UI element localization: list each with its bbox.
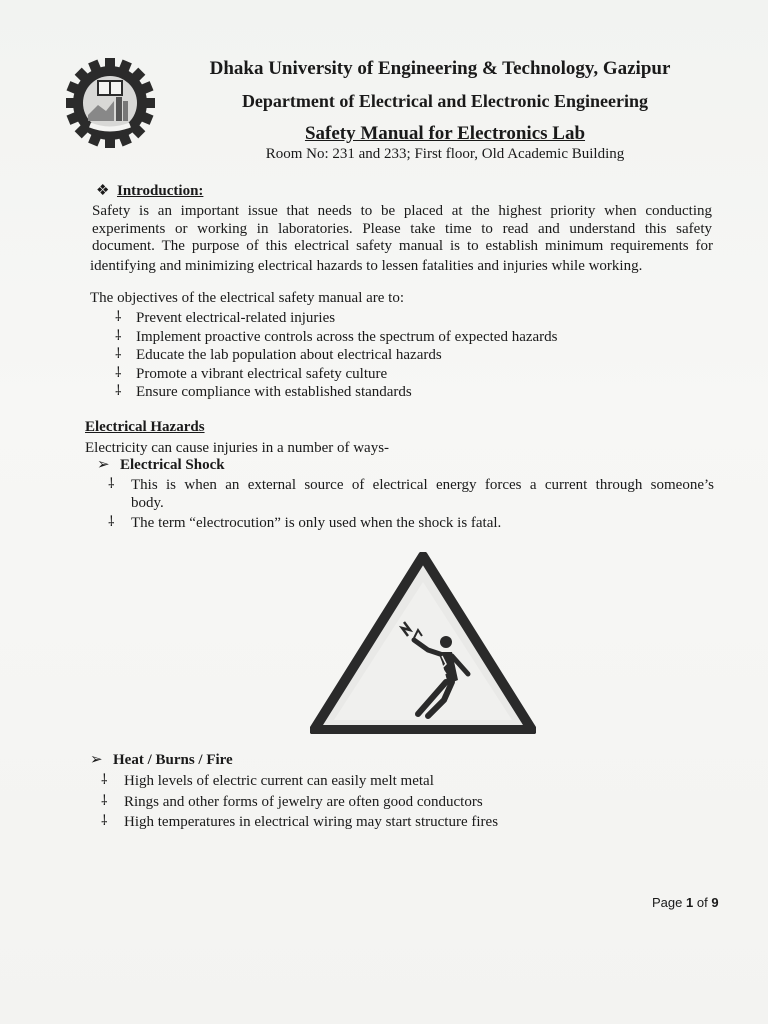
bullet-icon: ⸸ <box>115 310 122 325</box>
shock-line-2: The term “electrocution” is only used when the shock is fatal. <box>131 515 502 531</box>
bullet-icon: ⸸ <box>115 384 122 399</box>
bullet-icon: ⸸ <box>108 515 115 530</box>
bullet-icon: ⸸ <box>101 794 108 809</box>
heat-item: Rings and other forms of jewelry are often good conductors <box>124 794 483 810</box>
bullet-icon: ⸸ <box>101 773 108 788</box>
shock-line-1: This is when an external source of electrical energy forces a current through someone’s <box>131 477 714 493</box>
bullet-icon: ⸸ <box>115 347 122 362</box>
intro-line-3: document. The purpose of this electrical safety manual is to establish minimum requirements for <box>92 238 713 254</box>
objective-item: Educate the lab population about electrical hazards <box>136 347 442 363</box>
diamond-bullet-icon: ❖ <box>96 183 110 199</box>
page-number: Page 1 of 9 <box>652 895 719 910</box>
objectives-intro: The objectives of the electrical safety manual are to: <box>90 290 405 306</box>
heat-title: Heat / Burns / Fire <box>113 752 233 768</box>
hazards-heading: Electrical Hazards <box>85 419 205 435</box>
shock-title: Electrical Shock <box>120 457 225 473</box>
objective-item: Implement proactive controls across the spectrum of expected hazards <box>136 329 558 345</box>
hazards-intro: Electricity can cause injuries in a number of ways- <box>85 440 390 456</box>
arrow-bullet-icon: ➢ <box>90 752 103 768</box>
electric-shock-warning-icon <box>310 552 536 734</box>
bullet-icon: ⸸ <box>101 814 108 829</box>
introduction-heading: Introduction: <box>117 183 204 199</box>
objective-item: Prevent electrical-related injuries <box>136 310 336 326</box>
room-info: Room No: 231 and 233; First floor, Old Academic Building <box>265 146 625 162</box>
university-name: Dhaka University of Engineering & Technology, Gazipur <box>209 58 671 79</box>
objective-item: Promote a vibrant electrical safety culture <box>136 366 388 382</box>
heat-item: High temperatures in electrical wiring may start structure fires <box>124 814 499 830</box>
bullet-icon: ⸸ <box>108 477 115 492</box>
bullet-icon: ⸸ <box>115 329 122 344</box>
department-name: Department of Electrical and Electronic Engineering <box>241 91 649 111</box>
arrow-bullet-icon: ➢ <box>97 457 110 473</box>
heat-item: High levels of electric current can easily melt metal <box>124 773 434 789</box>
intro-line-4: identifying and minimizing electrical hazards to lessen fatalities and injuries while working. <box>90 258 643 274</box>
objective-item: Ensure compliance with established standards <box>136 384 412 400</box>
manual-title: Safety Manual for Electronics Lab <box>304 123 586 144</box>
bullet-icon: ⸸ <box>115 366 122 381</box>
shock-line-1b: body. <box>131 495 164 511</box>
intro-line-1: Safety is an important issue that needs to be placed at the highest priority when conducting <box>92 203 712 219</box>
intro-line-2: experiments or working in laboratories. Please take time to read and understand this safety <box>92 221 712 237</box>
